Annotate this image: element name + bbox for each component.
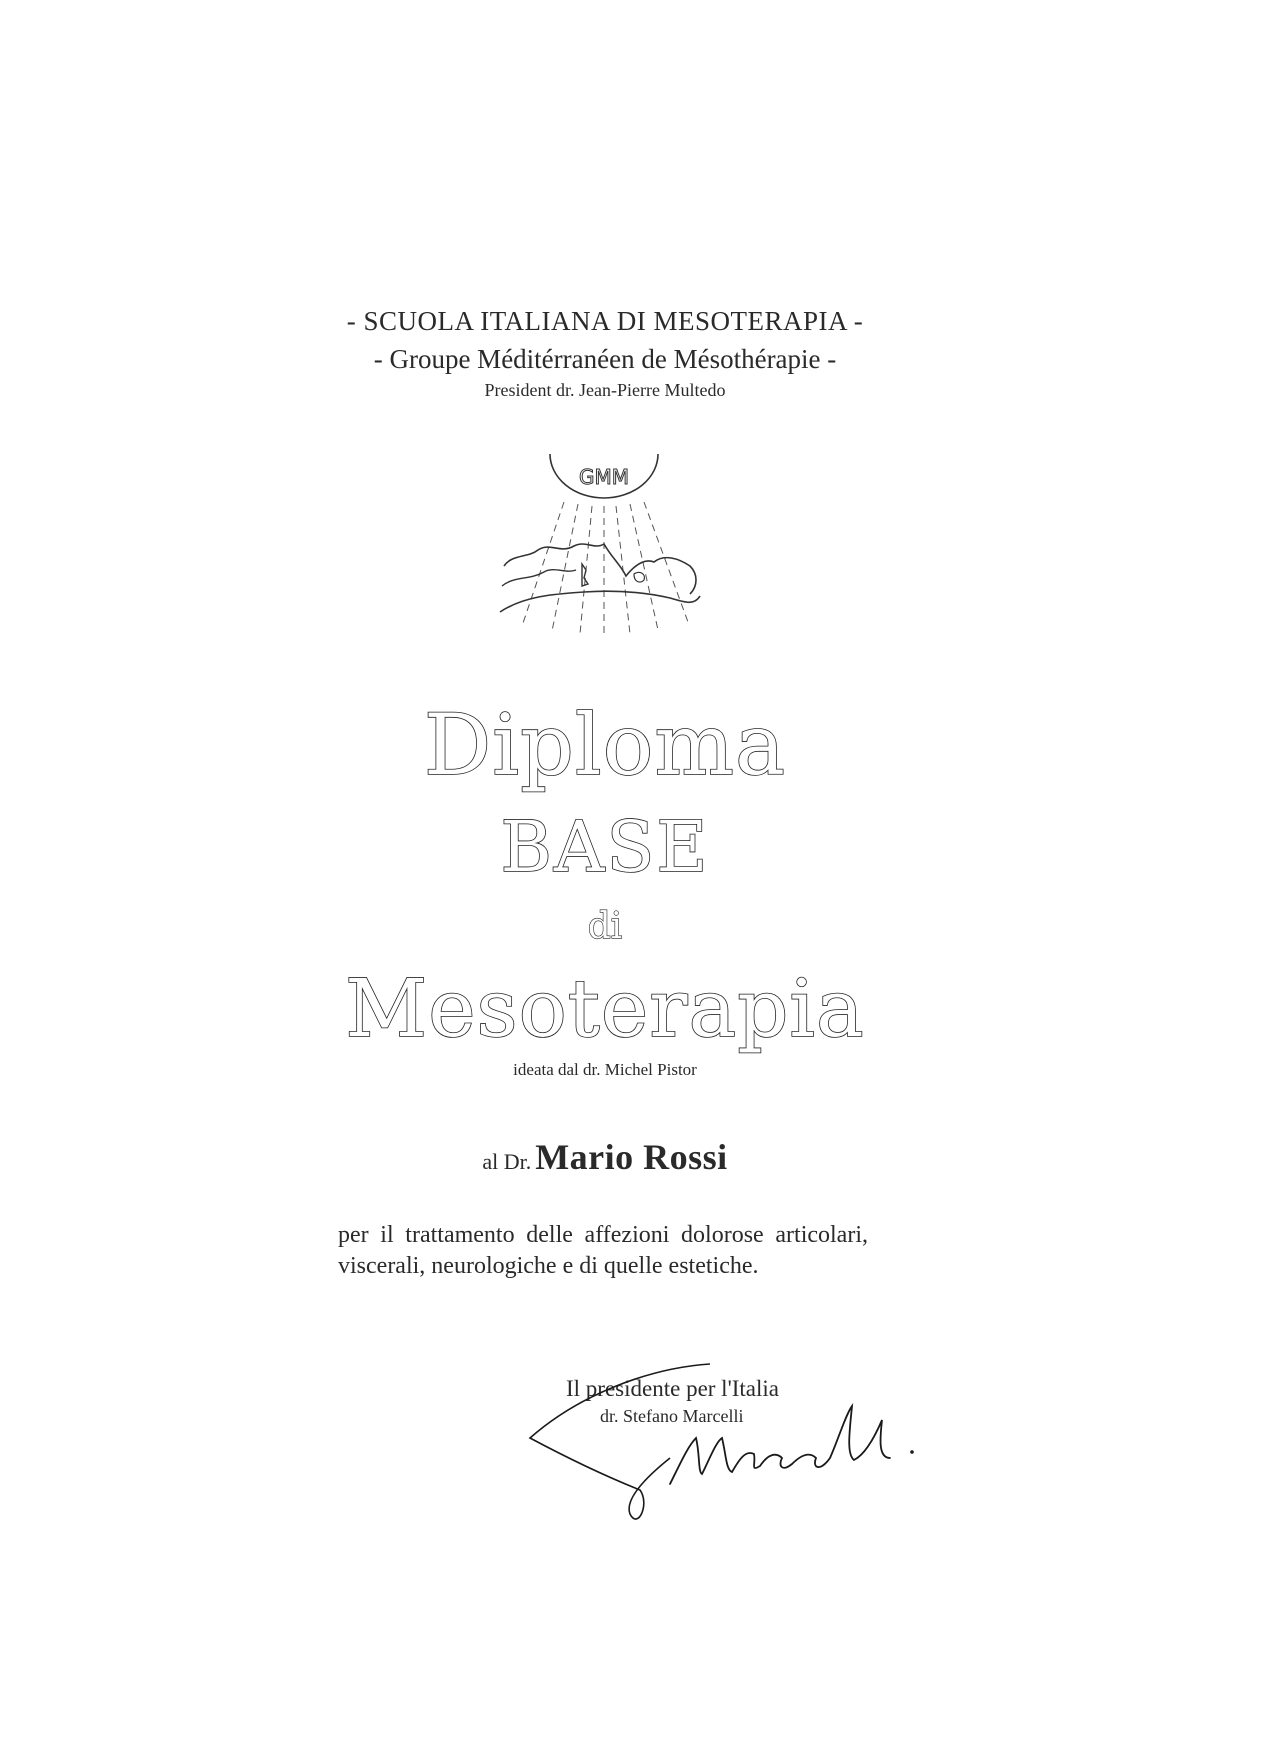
signatory-role: Il presidente per l'Italia <box>566 1376 779 1401</box>
title-diploma: Diploma <box>423 696 787 794</box>
subtitle-ideata: ideata dal dr. Michel Pistor <box>513 1060 697 1079</box>
title-mesoterapia: Mesoterapia <box>345 962 865 1055</box>
group-name: - Groupe Méditérranéen de Mésothérapie - <box>373 344 837 374</box>
school-name: - SCUOLA ITALIANA DI MESOTERAPIA - <box>346 306 864 336</box>
svg-text:GMM: GMM <box>578 465 630 489</box>
title-base: BASE <box>500 806 710 888</box>
recipient-name: Mario Rossi <box>535 1137 728 1177</box>
purpose-text: per il trattamento delle affezioni dolorose articolari, viscerali, neurologiche e di quelle estetiche. <box>338 1222 868 1279</box>
recipient-prefix: al Dr. <box>482 1149 532 1174</box>
gmm-logo-icon <box>494 446 714 642</box>
recipient-line <box>0 1136 1210 1178</box>
signatory-name: dr. Stefano Marcelli <box>600 1406 744 1426</box>
president-line: President dr. Jean-Pierre Multedo <box>484 380 726 400</box>
handwritten-signature-icon <box>520 1354 970 1534</box>
title-di: di <box>587 906 623 947</box>
